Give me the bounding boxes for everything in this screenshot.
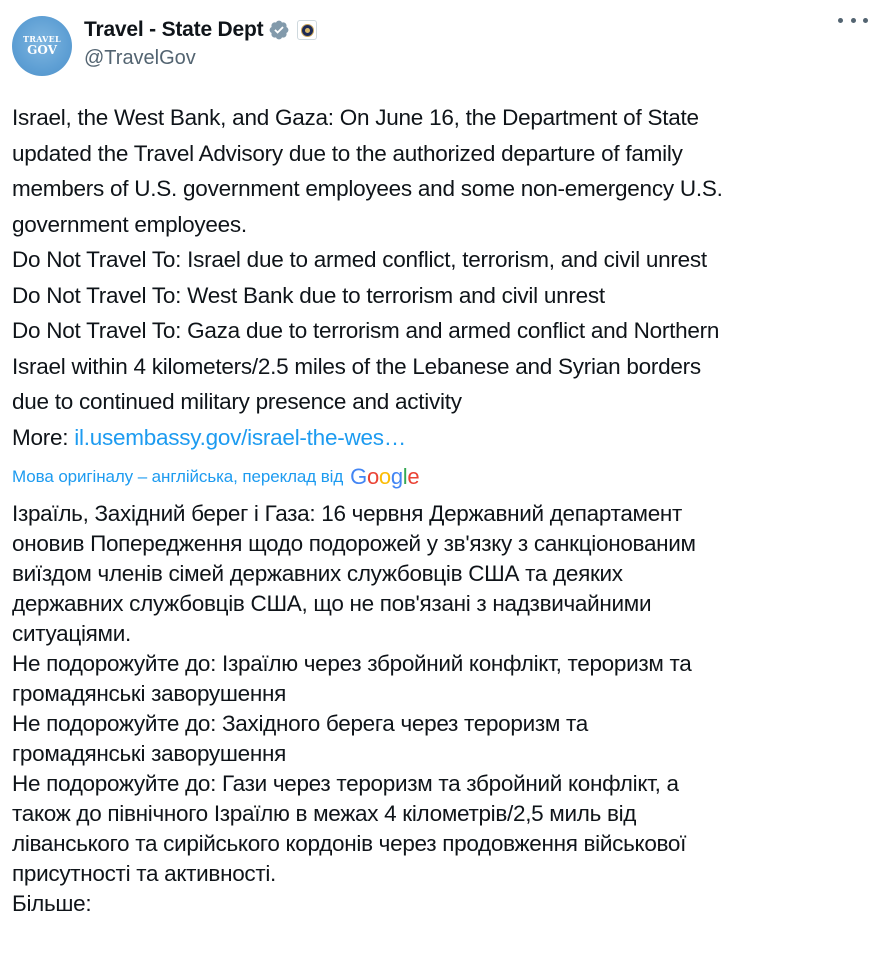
tweet-line: Israel within 4 kilometers/2.5 miles of the Lebanese and Syrian borders [12, 353, 701, 379]
author-handle[interactable]: @TravelGov [84, 47, 196, 69]
tweet-line: members of U.S. government employees and some non-emergency U.S. [12, 176, 723, 201]
translated-line: Не подорожуйте до: Західного берега через тероризм та [12, 711, 588, 736]
more-label: More: [12, 424, 75, 450]
name-row [84, 14, 317, 46]
verified-badge-icon[interactable] [268, 19, 290, 41]
tweet-text [12, 100, 872, 455]
google-logo-icon: Google [350, 464, 420, 489]
more-dot-icon [863, 18, 868, 23]
advisory-link[interactable]: il.usembassy.gov/israel-the-wes… [74, 424, 406, 450]
translated-line: ліванського та сирійського кордонів через продовження військової [12, 831, 687, 856]
translated-line: Не подорожуйте до: Ізраїлю через збройний конфлікт, тероризм та [12, 651, 692, 676]
tweet-line: Do Not Travel To: West Bank due to terrorism and civil unrest [12, 282, 605, 308]
avatar-text-gov: GOV [27, 43, 57, 57]
tweet-line: government employees. [12, 211, 247, 237]
avatar-text-travel: TRAVEL [23, 34, 61, 44]
translated-line: також до північного Ізраїлю в межах 4 кілометрів/2,5 миль від [12, 801, 637, 826]
tweet-header [12, 14, 870, 78]
tweet-line: updated the Travel Advisory due to the authorized departure of family [12, 140, 683, 166]
translated-line: Ізраїль, Західний берег і Газа: 16 червня Державний департамент [12, 501, 683, 526]
tweet-line: Do Not Travel To: Israel due to armed conflict, terrorism, and civil unrest [12, 247, 707, 272]
translated-line: громадянські заворушення [12, 741, 286, 766]
translated-line: Більше: [12, 891, 92, 916]
avatar[interactable] [12, 16, 72, 76]
more-dot-icon [851, 18, 856, 23]
more-dot-icon [838, 18, 843, 23]
translated-line: оновив Попередження щодо подорожей у зв'язку з санкціонованим [12, 531, 696, 556]
tweet-line: Do Not Travel To: Gaza due to terrorism and armed conflict and Northern [12, 318, 720, 343]
more-line [12, 420, 872, 456]
translated-line: державних службовців США, що не пов'язані з надзвичайними [12, 591, 652, 616]
author-info [84, 14, 317, 70]
tweet-line: due to continued military presence and activity [12, 389, 462, 414]
translated-text [12, 499, 872, 919]
state-dept-seal-icon[interactable] [297, 20, 317, 40]
translated-line: громадянські заворушення [12, 681, 286, 706]
translated-line: присутності та активності. [12, 861, 277, 886]
more-options-button[interactable] [838, 12, 868, 28]
translated-line: Не подорожуйте до: Гази через тероризм та збройний конфлікт, а [12, 771, 679, 796]
seal-graphic [301, 24, 314, 37]
author-display-name[interactable]: Travel - State Dept [84, 18, 264, 41]
translated-line: виїздом членів сімей державних службовців США та деяких [12, 561, 623, 586]
translation-notice-text[interactable]: Мова оригіналу – англійська, переклад від [12, 467, 344, 486]
translation-notice[interactable] [12, 462, 419, 492]
tweet-line: Israel, the West Bank, and Gaza: On June 16, the Department of State [12, 105, 699, 130]
translated-line: ситуаціями. [12, 621, 131, 646]
